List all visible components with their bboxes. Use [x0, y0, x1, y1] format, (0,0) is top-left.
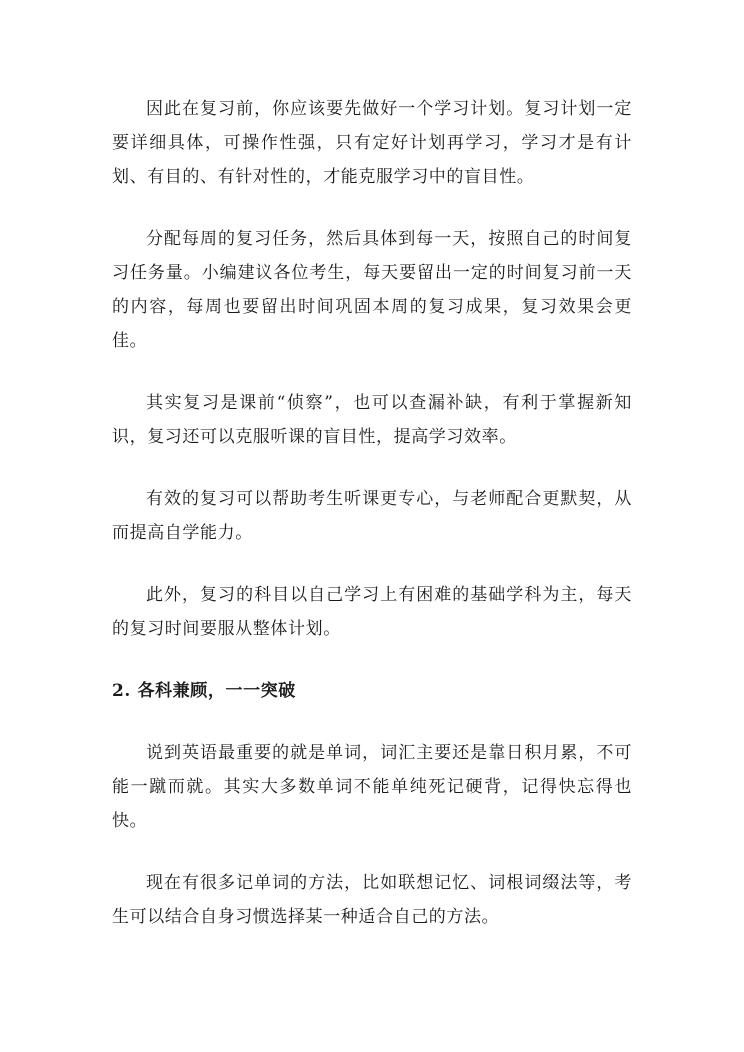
- paragraph-gap: [112, 454, 632, 482]
- paragraph-gap: [112, 194, 632, 222]
- paragraph-memorization-methods: 现在有很多记单词的方法，比如联想记忆、词根词缀法等，考生可以结合自身习惯选择某一种适合自己的方法。: [112, 873, 632, 927]
- paragraph-weekly-tasks: 分配每周的复习任务，然后具体到每一天，按照自己的时间复习任务量。小编建议各位考生，每天要留出一定的时间复习前一天的内容，每周也要留出时间巩固本周的复习成果，复习效果会更佳。: [112, 229, 632, 351]
- section-heading: 2. 各科兼顾，一一突破: [112, 681, 296, 701]
- paragraph-review-subjects: 此外，复习的科目以自己学习上有困难的基础学科为主，每天的复习时间要服从整体计划。: [112, 585, 632, 639]
- paragraph-gap: [112, 708, 632, 736]
- paragraph-gap: [112, 646, 632, 674]
- paragraph-vocabulary: 说到英语最重要的就是单词，词汇主要还是靠日积月累，不可能一蹴而就。其实大多数单词不能单纯死记硬背，记得快忘得也快。: [112, 743, 632, 831]
- paragraph-gap: [112, 358, 632, 386]
- paragraph-gap: [112, 550, 632, 578]
- paragraph-review-plan: 因此在复习前，你应该要先做好一个学习计划。复习计划一定要详细具体，可操作性强，只有定好计划再学习，学习才是有计划、有目的、有针对性的，才能克服学习中的盲目性。: [112, 99, 632, 187]
- paragraph-gap: [112, 838, 632, 866]
- paragraph-preview-scouting: 其实复习是课前“侦察”，也可以查漏补缺，有利于掌握新知识，复习还可以克服听课的盲目性，提高学习效率。: [112, 393, 632, 447]
- paragraph-effective-review: 有效的复习可以帮助考生听课更专心，与老师配合更默契，从而提高自学能力。: [112, 489, 632, 543]
